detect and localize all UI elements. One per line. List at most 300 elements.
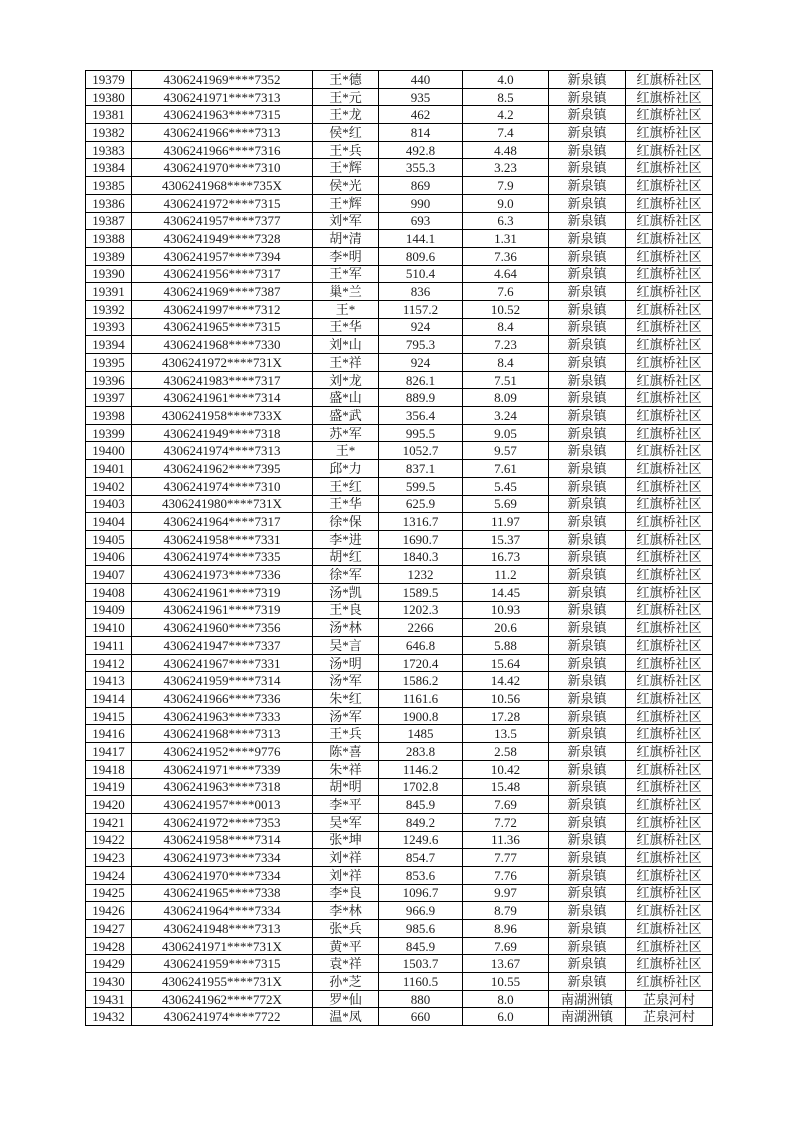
cell-town: 新泉镇 [549, 566, 626, 584]
table-row [86, 654, 713, 672]
cell-town: 新泉镇 [549, 336, 626, 354]
cell-serial: 19395 [86, 354, 132, 372]
cell-serial: 19398 [86, 407, 132, 425]
cell-name: 孙*芝 [313, 973, 379, 991]
table-row [86, 937, 713, 955]
cell-id-number: 4306241974****7313 [132, 442, 313, 460]
cell-town: 新泉镇 [549, 884, 626, 902]
cell-area: 7.72 [463, 813, 549, 831]
cell-village: 红旗桥社区 [626, 530, 713, 548]
cell-amount: 854.7 [379, 849, 463, 867]
table-row [86, 583, 713, 601]
table-row [86, 88, 713, 106]
cell-name: 汤*林 [313, 619, 379, 637]
cell-amount: 1485 [379, 725, 463, 743]
table-row [86, 265, 713, 283]
cell-name: 盛*山 [313, 389, 379, 407]
table-row [86, 424, 713, 442]
table-row [86, 743, 713, 761]
cell-town: 新泉镇 [549, 318, 626, 336]
cell-town: 新泉镇 [549, 407, 626, 425]
cell-village: 红旗桥社区 [626, 937, 713, 955]
cell-name: 刘*山 [313, 336, 379, 354]
cell-town: 新泉镇 [549, 902, 626, 920]
cell-area: 8.79 [463, 902, 549, 920]
cell-town: 新泉镇 [549, 495, 626, 513]
cell-serial: 19394 [86, 336, 132, 354]
cell-village: 红旗桥社区 [626, 442, 713, 460]
cell-name: 汤*明 [313, 654, 379, 672]
cell-amount: 1052.7 [379, 442, 463, 460]
cell-area: 8.4 [463, 354, 549, 372]
cell-id-number: 4306241980****731X [132, 495, 313, 513]
cell-area: 5.45 [463, 477, 549, 495]
cell-village: 红旗桥社区 [626, 495, 713, 513]
cell-amount: 1900.8 [379, 707, 463, 725]
cell-id-number: 4306241949****7328 [132, 230, 313, 248]
cell-serial: 19399 [86, 424, 132, 442]
cell-town: 新泉镇 [549, 477, 626, 495]
table-row [86, 849, 713, 867]
cell-id-number: 4306241963****7318 [132, 778, 313, 796]
cell-area: 7.76 [463, 866, 549, 884]
cell-id-number: 4306241961****7319 [132, 583, 313, 601]
table-row [86, 920, 713, 938]
cell-town: 新泉镇 [549, 601, 626, 619]
cell-amount: 880 [379, 990, 463, 1008]
cell-name: 朱*祥 [313, 760, 379, 778]
cell-id-number: 4306241956****7317 [132, 265, 313, 283]
table-row [86, 548, 713, 566]
cell-amount: 853.6 [379, 866, 463, 884]
cell-village: 红旗桥社区 [626, 265, 713, 283]
cell-name: 刘*祥 [313, 849, 379, 867]
cell-area: 1.31 [463, 230, 549, 248]
cell-serial: 19404 [86, 513, 132, 531]
cell-amount: 462 [379, 106, 463, 124]
cell-name: 王* [313, 442, 379, 460]
cell-id-number: 4306241972****7353 [132, 813, 313, 831]
cell-area: 13.5 [463, 725, 549, 743]
cell-village: 红旗桥社区 [626, 583, 713, 601]
cell-village: 红旗桥社区 [626, 743, 713, 761]
cell-area: 7.77 [463, 849, 549, 867]
cell-village: 红旗桥社区 [626, 407, 713, 425]
cell-serial: 19402 [86, 477, 132, 495]
cell-name: 张*坤 [313, 831, 379, 849]
cell-amount: 693 [379, 212, 463, 230]
cell-name: 王*祥 [313, 354, 379, 372]
cell-amount: 990 [379, 194, 463, 212]
cell-name: 汤*军 [313, 707, 379, 725]
table-row [86, 813, 713, 831]
cell-serial: 19417 [86, 743, 132, 761]
records-table-body [86, 71, 713, 1026]
cell-area: 7.61 [463, 460, 549, 478]
cell-serial: 19414 [86, 690, 132, 708]
cell-serial: 19386 [86, 194, 132, 212]
cell-area: 7.9 [463, 177, 549, 195]
cell-name: 邱*力 [313, 460, 379, 478]
cell-amount: 1690.7 [379, 530, 463, 548]
cell-amount: 1161.6 [379, 690, 463, 708]
cell-village: 红旗桥社区 [626, 141, 713, 159]
cell-id-number: 4306241963****7315 [132, 106, 313, 124]
cell-area: 7.36 [463, 247, 549, 265]
cell-amount: 660 [379, 1008, 463, 1026]
cell-area: 10.55 [463, 973, 549, 991]
cell-amount: 2266 [379, 619, 463, 637]
cell-serial: 19431 [86, 990, 132, 1008]
cell-serial: 19416 [86, 725, 132, 743]
cell-area: 14.42 [463, 672, 549, 690]
cell-village: 红旗桥社区 [626, 247, 713, 265]
cell-serial: 19387 [86, 212, 132, 230]
cell-village: 红旗桥社区 [626, 601, 713, 619]
cell-amount: 814 [379, 124, 463, 142]
cell-serial: 19422 [86, 831, 132, 849]
cell-area: 7.69 [463, 937, 549, 955]
cell-town: 新泉镇 [549, 955, 626, 973]
cell-amount: 1589.5 [379, 583, 463, 601]
table-row [86, 619, 713, 637]
cell-amount: 283.8 [379, 743, 463, 761]
cell-area: 8.96 [463, 920, 549, 938]
cell-name: 王*德 [313, 71, 379, 89]
table-row [86, 990, 713, 1008]
cell-village: 红旗桥社区 [626, 813, 713, 831]
table-row [86, 796, 713, 814]
cell-serial: 19406 [86, 548, 132, 566]
cell-id-number: 4306241962****772X [132, 990, 313, 1008]
cell-name: 巢*兰 [313, 283, 379, 301]
cell-id-number: 4306241968****735X [132, 177, 313, 195]
cell-id-number: 4306241952****9776 [132, 743, 313, 761]
cell-village: 红旗桥社区 [626, 194, 713, 212]
cell-name: 刘*祥 [313, 866, 379, 884]
cell-amount: 924 [379, 354, 463, 372]
cell-id-number: 4306241965****7315 [132, 318, 313, 336]
cell-id-number: 4306241967****7331 [132, 654, 313, 672]
cell-town: 新泉镇 [549, 177, 626, 195]
cell-serial: 19432 [86, 1008, 132, 1026]
cell-area: 7.69 [463, 796, 549, 814]
cell-town: 新泉镇 [549, 672, 626, 690]
cell-name: 王*辉 [313, 194, 379, 212]
cell-village: 红旗桥社区 [626, 460, 713, 478]
cell-town: 新泉镇 [549, 230, 626, 248]
cell-town: 新泉镇 [549, 530, 626, 548]
cell-town: 新泉镇 [549, 300, 626, 318]
cell-area: 7.51 [463, 371, 549, 389]
cell-town: 新泉镇 [549, 743, 626, 761]
cell-id-number: 4306241965****7338 [132, 884, 313, 902]
cell-name: 袁*祥 [313, 955, 379, 973]
cell-name: 刘*军 [313, 212, 379, 230]
cell-area: 15.48 [463, 778, 549, 796]
cell-area: 6.0 [463, 1008, 549, 1026]
cell-name: 朱*红 [313, 690, 379, 708]
cell-area: 9.97 [463, 884, 549, 902]
cell-village: 红旗桥社区 [626, 707, 713, 725]
cell-area: 8.4 [463, 318, 549, 336]
cell-amount: 492.8 [379, 141, 463, 159]
cell-serial: 19396 [86, 371, 132, 389]
cell-area: 8.5 [463, 88, 549, 106]
cell-area: 10.56 [463, 690, 549, 708]
cell-name: 胡*明 [313, 778, 379, 796]
cell-area: 7.23 [463, 336, 549, 354]
cell-area: 4.48 [463, 141, 549, 159]
cell-name: 刘*龙 [313, 371, 379, 389]
cell-name: 盛*武 [313, 407, 379, 425]
table-row [86, 336, 713, 354]
cell-name: 王*兵 [313, 725, 379, 743]
cell-serial: 19412 [86, 654, 132, 672]
cell-id-number: 4306241963****7333 [132, 707, 313, 725]
cell-town: 新泉镇 [549, 159, 626, 177]
cell-area: 9.0 [463, 194, 549, 212]
cell-id-number: 4306241966****7316 [132, 141, 313, 159]
cell-town: 新泉镇 [549, 813, 626, 831]
cell-amount: 795.3 [379, 336, 463, 354]
cell-area: 9.57 [463, 442, 549, 460]
cell-village: 芷泉河村 [626, 1008, 713, 1026]
cell-id-number: 4306241961****7319 [132, 601, 313, 619]
cell-serial: 19391 [86, 283, 132, 301]
cell-area: 10.52 [463, 300, 549, 318]
cell-serial: 19410 [86, 619, 132, 637]
cell-amount: 625.9 [379, 495, 463, 513]
cell-town: 南湖洲镇 [549, 1008, 626, 1026]
cell-village: 红旗桥社区 [626, 318, 713, 336]
cell-name: 侯*红 [313, 124, 379, 142]
cell-name: 吴*军 [313, 813, 379, 831]
table-row [86, 194, 713, 212]
cell-town: 新泉镇 [549, 283, 626, 301]
table-row [86, 866, 713, 884]
cell-id-number: 4306241997****7312 [132, 300, 313, 318]
cell-amount: 995.5 [379, 424, 463, 442]
cell-town: 新泉镇 [549, 866, 626, 884]
cell-id-number: 4306241958****7314 [132, 831, 313, 849]
cell-serial: 19405 [86, 530, 132, 548]
cell-id-number: 4306241959****7314 [132, 672, 313, 690]
cell-area: 4.0 [463, 71, 549, 89]
cell-village: 红旗桥社区 [626, 796, 713, 814]
cell-name: 王*军 [313, 265, 379, 283]
cell-id-number: 4306241974****7335 [132, 548, 313, 566]
cell-serial: 19429 [86, 955, 132, 973]
cell-name: 王*元 [313, 88, 379, 106]
cell-serial: 19383 [86, 141, 132, 159]
cell-area: 7.6 [463, 283, 549, 301]
cell-village: 红旗桥社区 [626, 849, 713, 867]
cell-village: 红旗桥社区 [626, 371, 713, 389]
table-row [86, 672, 713, 690]
table-row [86, 725, 713, 743]
cell-id-number: 4306241958****733X [132, 407, 313, 425]
cell-id-number: 4306241961****7314 [132, 389, 313, 407]
cell-town: 新泉镇 [549, 849, 626, 867]
table-row [86, 124, 713, 142]
table-row [86, 566, 713, 584]
cell-town: 新泉镇 [549, 442, 626, 460]
cell-id-number: 4306241948****7313 [132, 920, 313, 938]
cell-area: 15.64 [463, 654, 549, 672]
cell-town: 新泉镇 [549, 831, 626, 849]
cell-serial: 19413 [86, 672, 132, 690]
cell-id-number: 4306241971****7313 [132, 88, 313, 106]
table-row [86, 973, 713, 991]
cell-amount: 935 [379, 88, 463, 106]
cell-town: 新泉镇 [549, 212, 626, 230]
cell-id-number: 4306241973****7336 [132, 566, 313, 584]
cell-village: 红旗桥社区 [626, 177, 713, 195]
cell-village: 红旗桥社区 [626, 902, 713, 920]
cell-serial: 19388 [86, 230, 132, 248]
cell-serial: 19381 [86, 106, 132, 124]
cell-serial: 19384 [86, 159, 132, 177]
cell-id-number: 4306241957****7394 [132, 247, 313, 265]
cell-amount: 836 [379, 283, 463, 301]
cell-id-number: 4306241962****7395 [132, 460, 313, 478]
cell-serial: 19427 [86, 920, 132, 938]
cell-id-number: 4306241972****7315 [132, 194, 313, 212]
cell-name: 陈*喜 [313, 743, 379, 761]
cell-serial: 19424 [86, 866, 132, 884]
cell-id-number: 4306241972****731X [132, 354, 313, 372]
cell-village: 红旗桥社区 [626, 88, 713, 106]
table-row [86, 141, 713, 159]
cell-village: 红旗桥社区 [626, 760, 713, 778]
cell-village: 红旗桥社区 [626, 725, 713, 743]
cell-serial: 19426 [86, 902, 132, 920]
cell-serial: 19397 [86, 389, 132, 407]
table-row [86, 71, 713, 89]
cell-town: 新泉镇 [549, 654, 626, 672]
cell-name: 汤*凯 [313, 583, 379, 601]
cell-village: 红旗桥社区 [626, 424, 713, 442]
cell-serial: 19389 [86, 247, 132, 265]
cell-serial: 19382 [86, 124, 132, 142]
cell-area: 5.69 [463, 495, 549, 513]
cell-id-number: 4306241955****731X [132, 973, 313, 991]
cell-village: 红旗桥社区 [626, 513, 713, 531]
cell-serial: 19420 [86, 796, 132, 814]
cell-town: 新泉镇 [549, 141, 626, 159]
cell-amount: 966.9 [379, 902, 463, 920]
cell-village: 红旗桥社区 [626, 955, 713, 973]
cell-village: 红旗桥社区 [626, 159, 713, 177]
cell-serial: 19428 [86, 937, 132, 955]
table-row [86, 637, 713, 655]
cell-area: 6.3 [463, 212, 549, 230]
cell-amount: 1232 [379, 566, 463, 584]
cell-name: 苏*军 [313, 424, 379, 442]
cell-area: 7.4 [463, 124, 549, 142]
cell-id-number: 4306241969****7387 [132, 283, 313, 301]
cell-amount: 809.6 [379, 247, 463, 265]
cell-amount: 646.8 [379, 637, 463, 655]
cell-name: 王*红 [313, 477, 379, 495]
cell-town: 新泉镇 [549, 937, 626, 955]
cell-amount: 1146.2 [379, 760, 463, 778]
table-row [86, 106, 713, 124]
cell-id-number: 4306241964****7317 [132, 513, 313, 531]
cell-serial: 19385 [86, 177, 132, 195]
table-row [86, 460, 713, 478]
cell-town: 新泉镇 [549, 619, 626, 637]
cell-area: 14.45 [463, 583, 549, 601]
cell-town: 南湖洲镇 [549, 990, 626, 1008]
cell-id-number: 4306241970****7310 [132, 159, 313, 177]
cell-name: 徐*军 [313, 566, 379, 584]
cell-serial: 19408 [86, 583, 132, 601]
cell-town: 新泉镇 [549, 194, 626, 212]
cell-serial: 19409 [86, 601, 132, 619]
cell-serial: 19407 [86, 566, 132, 584]
cell-area: 3.23 [463, 159, 549, 177]
cell-area: 11.2 [463, 566, 549, 584]
cell-name: 黄*平 [313, 937, 379, 955]
cell-name: 李*明 [313, 247, 379, 265]
table-row [86, 707, 713, 725]
cell-amount: 1202.3 [379, 601, 463, 619]
cell-village: 红旗桥社区 [626, 300, 713, 318]
cell-name: 汤*军 [313, 672, 379, 690]
table-row [86, 407, 713, 425]
table-row [86, 690, 713, 708]
cell-serial: 19418 [86, 760, 132, 778]
cell-area: 11.36 [463, 831, 549, 849]
cell-serial: 19380 [86, 88, 132, 106]
cell-name: 徐*保 [313, 513, 379, 531]
cell-serial: 19415 [86, 707, 132, 725]
cell-name: 李*平 [313, 796, 379, 814]
table-row [86, 513, 713, 531]
cell-town: 新泉镇 [549, 389, 626, 407]
cell-serial: 19393 [86, 318, 132, 336]
cell-serial: 19390 [86, 265, 132, 283]
cell-town: 新泉镇 [549, 778, 626, 796]
cell-serial: 19392 [86, 300, 132, 318]
records-table [85, 70, 713, 1026]
cell-town: 新泉镇 [549, 583, 626, 601]
cell-amount: 1702.8 [379, 778, 463, 796]
cell-village: 红旗桥社区 [626, 124, 713, 142]
cell-name: 李*林 [313, 902, 379, 920]
cell-name: 王*兵 [313, 141, 379, 159]
cell-village: 红旗桥社区 [626, 106, 713, 124]
cell-name: 王*辉 [313, 159, 379, 177]
cell-id-number: 4306241983****7317 [132, 371, 313, 389]
table-row [86, 283, 713, 301]
table-row [86, 1008, 713, 1026]
cell-village: 红旗桥社区 [626, 283, 713, 301]
cell-name: 吴*言 [313, 637, 379, 655]
cell-town: 新泉镇 [549, 760, 626, 778]
table-row [86, 495, 713, 513]
cell-village: 红旗桥社区 [626, 477, 713, 495]
cell-amount: 599.5 [379, 477, 463, 495]
cell-name: 李*进 [313, 530, 379, 548]
table-row [86, 760, 713, 778]
cell-amount: 1096.7 [379, 884, 463, 902]
cell-amount: 985.6 [379, 920, 463, 938]
cell-name: 胡*红 [313, 548, 379, 566]
cell-area: 5.88 [463, 637, 549, 655]
